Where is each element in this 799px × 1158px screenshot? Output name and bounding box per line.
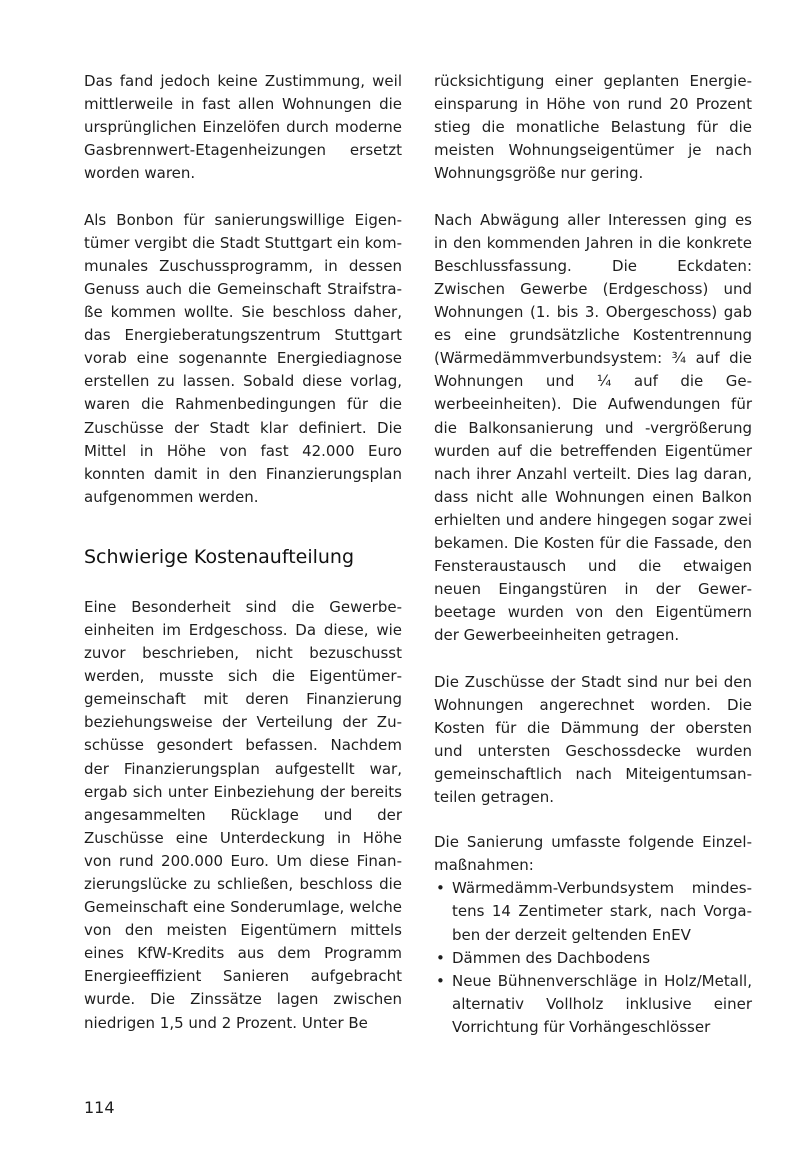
paragraph: Die Sanierung umfasste folgende Einzelmaßnahmen: [434, 833, 752, 875]
page-number: 114 [84, 1098, 115, 1117]
measures-list [434, 877, 752, 1039]
list-item: • Wärmedämm-Verbundsystem mindestens 14 Zentimeter stark, nach Vorgaben der derzeit geltenden EnEV [434, 877, 752, 946]
paragraph: rücksichtigung einer geplanten Energieeinsparung in Höhe von rund 20 Prozent stieg die monatliche Belastung für die meisten Wohnungseigentümer je nach Wohnungsgröße nur gering. [434, 72, 752, 183]
paragraph: Als Bonbon für sanierungswillige Eigentümer vergibt die Stadt Stuttgart ein kommunales Zuschussprogramm, in dessen Genuss auch die Gemeinschaft Straifstraße kommen wollte. Sie beschloss daher, das Energieberatungszentrum Stuttgart vorab eine sogenannte Energiediagnose erstellen zu lassen. Sobald diese vorlag, waren die Rahmenbedingungen für die Zuschüsse der Stadt klar definiert. Die Mittel in Höhe von fast 42.000 Euro konnten damit in den Finanzierungsplan aufgenommen werden. [84, 210, 402, 506]
list-item: • Neue Bühnenverschläge in Holz/Metall, alternativ Vollholz inklusive einer Vorrichtung für Vorhängeschlösser [434, 970, 752, 1039]
paragraph: Die Zuschüsse der Stadt sind nur bei den Wohnungen angerechnet worden. Die Kosten für die Dämmung der obersten und untersten Geschossdecke wurden gemeinschaftlich nach Miteigentumsanteilen getragen. [434, 672, 752, 807]
paragraph: Nach Abwägung aller Interessen ging es in den kommenden Jahren in die konkrete Beschlussfassung. Die Eckdaten: Zwischen Gewerbe (Erdgeschoss) und Wohnungen (1. bis 3. Obergeschoss) gab es eine grundsätzliche Kostentrennung (Wärmedämmverbundsystem: ¾ auf die Wohnungen und ¼ auf die Gewerbeeinheiten). Die Aufwendungen für die Balkonsanierung und -vergrößerung wurden auf die betreffenden Eigentümer nach ihrer Anzahl verteilt. Dies lag daran, dass nicht alle Wohnungen einen Balkon erhielten und andere hingegen sogar zwei bekamen. Die Kosten für die Fassade, den Fensteraustausch und die etwaigen neuen Eingangstüren in der Gewerbeetage wurden von den Eigentümern der Gewerbeeinheiten getragen. [434, 210, 752, 645]
list-item: • Dämmen des Dachbodens [434, 947, 752, 970]
left-column [84, 70, 402, 1058]
section-heading: Schwierige Kostenaufteilung [84, 545, 355, 568]
right-column [434, 70, 752, 1039]
paragraph: Das fand jedoch keine Zustimmung, weil mittlerweile in fast allen Wohnungen die ursprünglichen Einzelöfen durch moderne Gasbrennwert-Etagenheizungen ersetzt worden waren. [84, 72, 402, 183]
paragraph: Eine Besonderheit sind die Gewerbeeinheiten im Erdgeschoss. Da diese, wie zuvor beschrieben, nicht bezuschusst werden, musste sich die Eigentümergemeinschaft mit deren Finanzierung beziehungsweise der Verteilung der Zuschüsse gesondert befassen. Nachdem der Finanzierungsplan aufgestellt war, ergab sich unter Einbeziehung der bereits angesammelten Rücklage und der Zuschüsse eine Unterdeckung in Höhe von rund 200.000 Euro. Um diese Finanzierungslücke zu schließen, beschloss die Gemeinschaft eine Sonderumlage, welche von den meisten Eigentümern mittels eines KfW-Kredits aus dem Programm Energieeffizient Sanieren aufgebracht wurde. Die Zinssätze lagen zwischen niedrigen 1,5 und 2 Prozent. Unter Be [84, 597, 402, 1032]
